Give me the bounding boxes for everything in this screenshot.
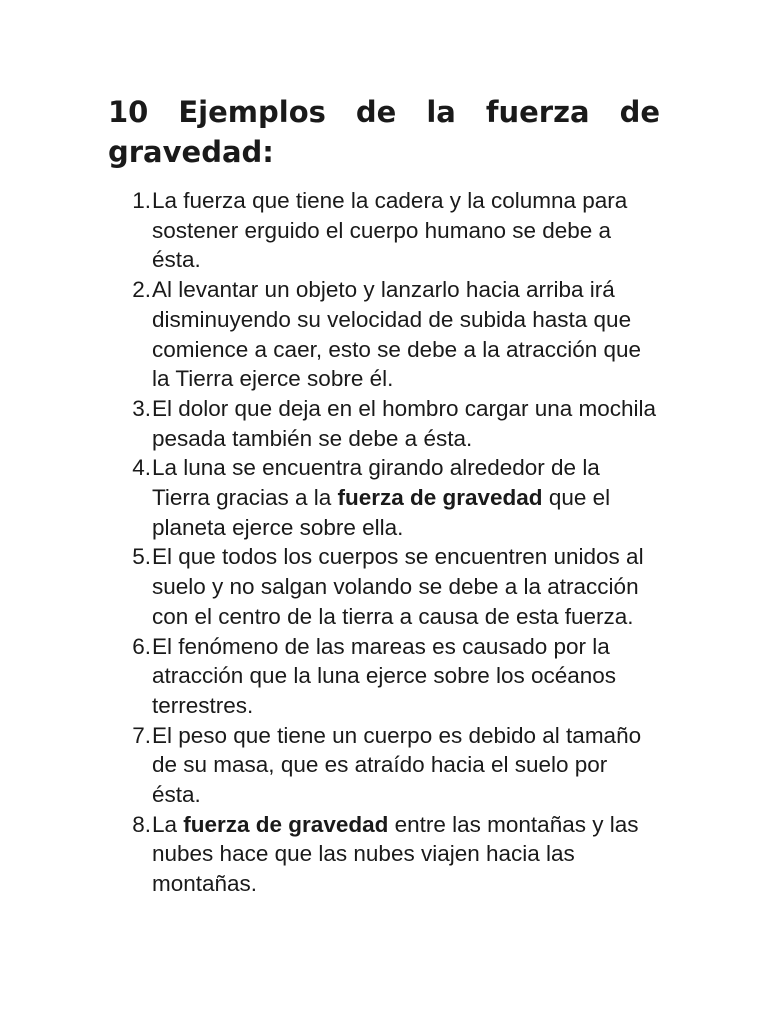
list-item	[108, 542, 660, 631]
bold-term: fuerza de gravedad	[183, 811, 389, 837]
document-page	[108, 92, 660, 899]
list-item-text	[152, 544, 644, 628]
examples-list	[108, 186, 660, 899]
document-title: 10 Ejemplos de la fuerza de gravedad:	[108, 95, 660, 169]
text-segment: La luna se encuentra girando alrededor de la Tierra gracias a la	[152, 455, 600, 511]
text-segment: entre las montañas y las nubes hace que las nubes viajen hacia las montañas.	[152, 811, 639, 897]
text-segment: La fuerza que tiene la cadera y la columna para sostener erguido el cuerpo humano se debe a ésta.	[152, 188, 628, 273]
list-item-number: 2.	[132, 277, 151, 303]
text-segment: El que todos los cuerpos se encuentren unidos al suelo y no salgan volando se debe a la atracción con el centro de la tierra a causa de esta fuerza.	[152, 544, 644, 629]
text-segment: Al levantar un objeto y lanzarlo hacia arriba irá disminuyendo su velocidad de subida hasta que comience a caer, esto se debe a la atracción que la Tierra ejerce sobre él.	[152, 277, 642, 392]
list-item	[108, 275, 660, 394]
list-item-text	[152, 455, 610, 539]
list-item-number: 6.	[132, 633, 151, 659]
list-item-text	[152, 634, 616, 718]
list-item	[108, 632, 660, 721]
list-item	[108, 810, 660, 899]
list-item-text	[152, 277, 641, 391]
text-segment: El peso que tiene un cuerpo es debido al tamaño de su masa, que es atraído hacia el suelo por ésta.	[152, 722, 642, 808]
text-segment: que el planeta ejerce sobre ella.	[152, 485, 611, 540]
list-item-number: 5.	[132, 544, 151, 570]
list-item-text	[152, 396, 656, 451]
list-item-number: 8.	[132, 811, 151, 837]
text-segment: La	[152, 811, 184, 837]
list-item-number: 4.	[132, 455, 151, 481]
text-segment: El dolor que deja en el hombro cargar una mochila pesada también se debe a ésta.	[152, 395, 657, 451]
list-item-text	[152, 723, 641, 807]
list-item-number: 1.	[132, 188, 151, 213]
list-item-text	[152, 812, 639, 896]
list-item	[108, 394, 660, 453]
list-item-number: 7.	[132, 722, 151, 748]
list-item	[108, 453, 660, 542]
list-item	[108, 721, 660, 810]
list-item-text	[152, 188, 627, 272]
bold-term: fuerza de gravedad	[337, 485, 543, 511]
text-segment: El fenómeno de las mareas es causado por la atracción que la luna ejerce sobre los océanos terrestres.	[152, 633, 617, 718]
list-item	[108, 186, 660, 275]
list-item-number: 3.	[132, 395, 151, 421]
